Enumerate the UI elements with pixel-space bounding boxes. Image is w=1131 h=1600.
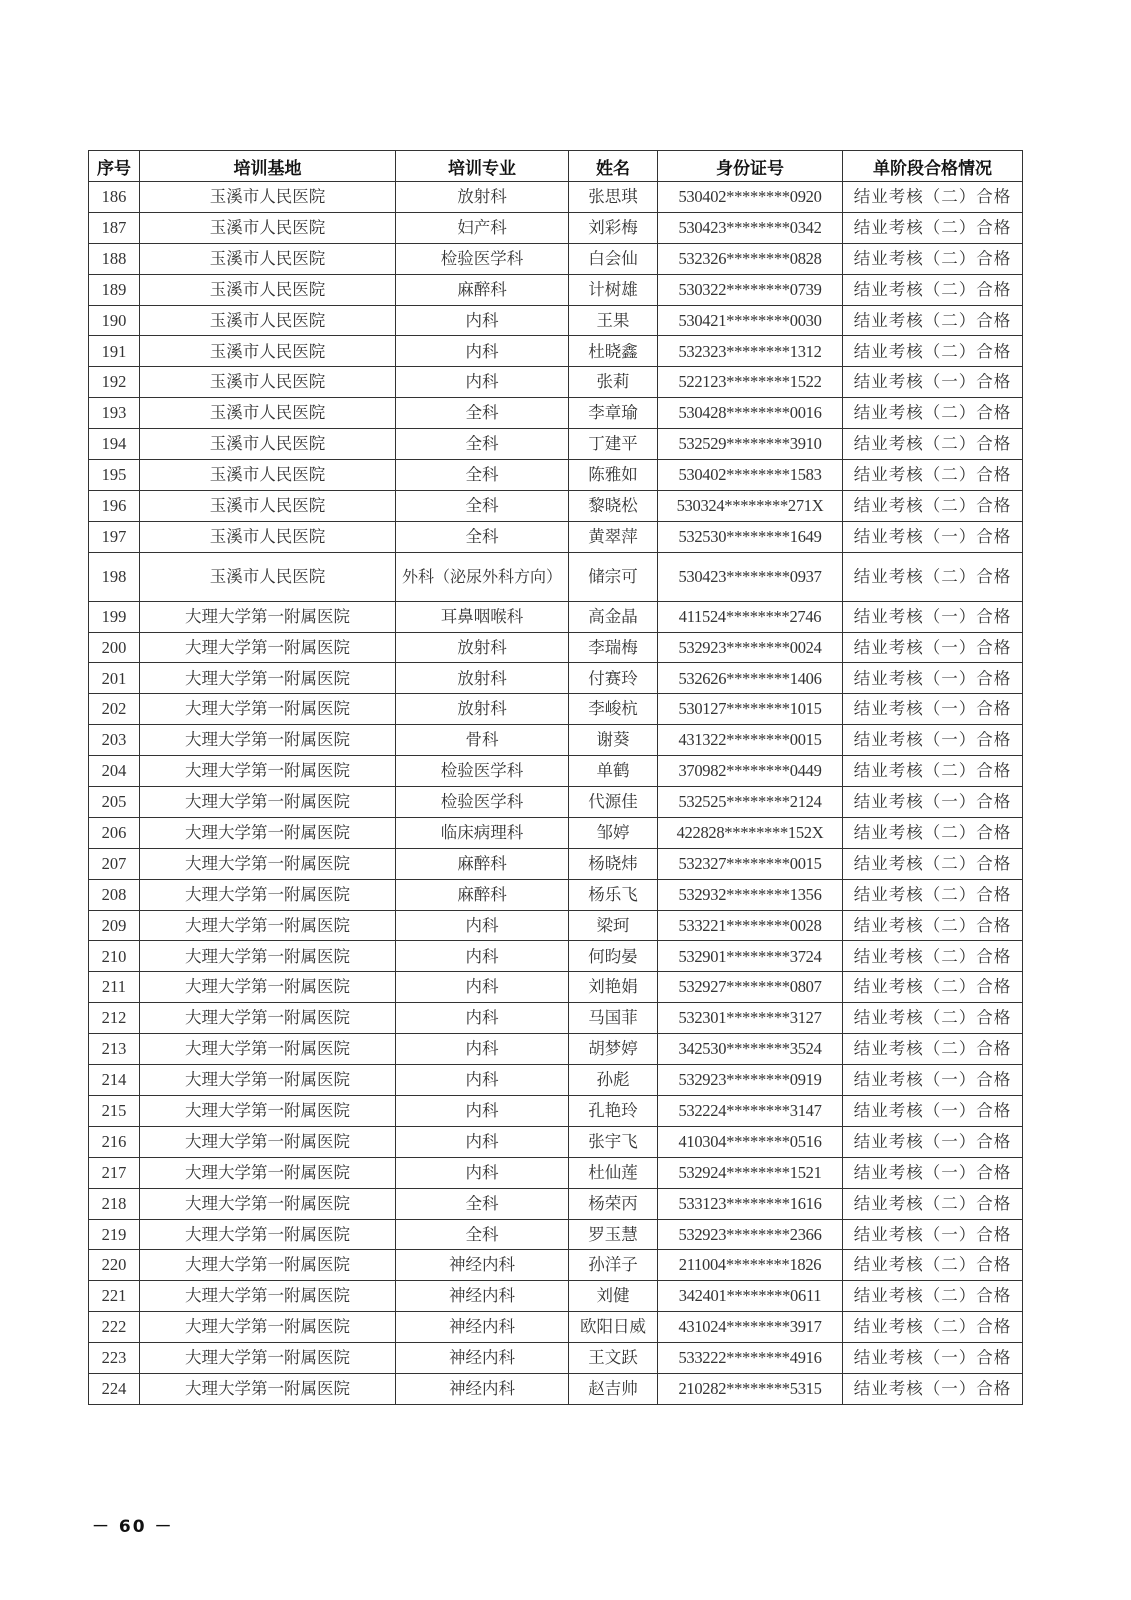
cell-pass-status: 结业考核（二）合格 xyxy=(843,1034,1023,1065)
cell-training-base: 大理大学第一附属医院 xyxy=(140,725,396,756)
cell-index: 198 xyxy=(89,552,140,601)
cell-name: 梁珂 xyxy=(569,910,658,941)
cell-pass-status: 结业考核（二）合格 xyxy=(843,1003,1023,1034)
table-row xyxy=(89,367,1023,398)
cell-specialty: 全科 xyxy=(396,490,569,521)
cell-training-base: 大理大学第一附属医院 xyxy=(140,1250,396,1281)
cell-name: 王果 xyxy=(569,305,658,336)
table-row xyxy=(89,941,1023,972)
table-row xyxy=(89,460,1023,491)
cell-pass-status: 结业考核（一）合格 xyxy=(843,1157,1023,1188)
cell-pass-status: 结业考核（二）合格 xyxy=(843,490,1023,521)
cell-id-number: 530423********0342 xyxy=(658,212,843,243)
cell-training-base: 大理大学第一附属医院 xyxy=(140,632,396,663)
cell-name: 李峻杭 xyxy=(569,694,658,725)
cell-specialty: 内科 xyxy=(396,1065,569,1096)
cell-index: 205 xyxy=(89,787,140,818)
cell-specialty: 麻醉科 xyxy=(396,879,569,910)
cell-name: 李章瑜 xyxy=(569,398,658,429)
header-id-number: 身份证号 xyxy=(658,151,843,182)
cell-id-number: 431322********0015 xyxy=(658,725,843,756)
cell-index: 202 xyxy=(89,694,140,725)
cell-pass-status: 结业考核（二）合格 xyxy=(843,910,1023,941)
cell-id-number: 532326********0828 xyxy=(658,243,843,274)
cell-index: 193 xyxy=(89,398,140,429)
header-pass-status: 单阶段合格情况 xyxy=(843,151,1023,182)
table-row xyxy=(89,756,1023,787)
table-row xyxy=(89,1126,1023,1157)
cell-index: 192 xyxy=(89,367,140,398)
cell-pass-status: 结业考核（二）合格 xyxy=(843,1281,1023,1312)
cell-index: 207 xyxy=(89,848,140,879)
cell-id-number: 532901********3724 xyxy=(658,941,843,972)
cell-index: 213 xyxy=(89,1034,140,1065)
cell-pass-status: 结业考核（一）合格 xyxy=(843,1219,1023,1250)
cell-index: 220 xyxy=(89,1250,140,1281)
cell-training-base: 大理大学第一附属医院 xyxy=(140,1312,396,1343)
cell-training-base: 大理大学第一附属医院 xyxy=(140,1281,396,1312)
cell-specialty: 放射科 xyxy=(396,182,569,213)
table-row xyxy=(89,787,1023,818)
cell-pass-status: 结业考核（一）合格 xyxy=(843,1065,1023,1096)
cell-index: 211 xyxy=(89,972,140,1003)
cell-index: 199 xyxy=(89,601,140,632)
cell-training-base: 玉溪市人民医院 xyxy=(140,336,396,367)
cell-specialty: 检验医学科 xyxy=(396,787,569,818)
cell-training-base: 大理大学第一附属医院 xyxy=(140,1219,396,1250)
cell-specialty: 内科 xyxy=(396,1003,569,1034)
cell-training-base: 大理大学第一附属医院 xyxy=(140,601,396,632)
cell-index: 218 xyxy=(89,1188,140,1219)
cell-specialty: 神经内科 xyxy=(396,1312,569,1343)
cell-training-base: 大理大学第一附属医院 xyxy=(140,879,396,910)
cell-training-base: 玉溪市人民医院 xyxy=(140,305,396,336)
cell-id-number: 530421********0030 xyxy=(658,305,843,336)
cell-id-number: 410304********0516 xyxy=(658,1126,843,1157)
cell-index: 188 xyxy=(89,243,140,274)
table-row xyxy=(89,879,1023,910)
table-row xyxy=(89,336,1023,367)
cell-id-number: 530423********0937 xyxy=(658,552,843,601)
cell-id-number: 342530********3524 xyxy=(658,1034,843,1065)
cell-id-number: 532525********2124 xyxy=(658,787,843,818)
cell-name: 李瑞梅 xyxy=(569,632,658,663)
cell-name: 白会仙 xyxy=(569,243,658,274)
cell-pass-status: 结业考核（一）合格 xyxy=(843,1343,1023,1374)
cell-specialty: 放射科 xyxy=(396,663,569,694)
cell-training-base: 大理大学第一附属医院 xyxy=(140,1003,396,1034)
cell-training-base: 大理大学第一附属医院 xyxy=(140,817,396,848)
roster-table xyxy=(88,150,1023,1405)
cell-name: 邹婷 xyxy=(569,817,658,848)
cell-name: 孙洋子 xyxy=(569,1250,658,1281)
cell-training-base: 玉溪市人民医院 xyxy=(140,212,396,243)
cell-specialty: 妇产科 xyxy=(396,212,569,243)
cell-id-number: 532530********1649 xyxy=(658,521,843,552)
cell-id-number: 532927********0807 xyxy=(658,972,843,1003)
table-row xyxy=(89,1095,1023,1126)
cell-name: 黎晓松 xyxy=(569,490,658,521)
cell-specialty: 检验医学科 xyxy=(396,243,569,274)
cell-training-base: 大理大学第一附属医院 xyxy=(140,787,396,818)
cell-specialty: 内科 xyxy=(396,972,569,1003)
cell-pass-status: 结业考核（一）合格 xyxy=(843,663,1023,694)
cell-specialty: 内科 xyxy=(396,367,569,398)
cell-name: 谢葵 xyxy=(569,725,658,756)
cell-name: 高金晶 xyxy=(569,601,658,632)
cell-id-number: 533221********0028 xyxy=(658,910,843,941)
cell-training-base: 玉溪市人民医院 xyxy=(140,274,396,305)
cell-specialty: 骨科 xyxy=(396,725,569,756)
cell-index: 197 xyxy=(89,521,140,552)
cell-name: 杨荣丙 xyxy=(569,1188,658,1219)
cell-specialty: 内科 xyxy=(396,941,569,972)
cell-index: 217 xyxy=(89,1157,140,1188)
cell-training-base: 大理大学第一附属医院 xyxy=(140,1095,396,1126)
cell-specialty: 神经内科 xyxy=(396,1343,569,1374)
cell-training-base: 大理大学第一附属医院 xyxy=(140,1157,396,1188)
cell-id-number: 532923********0919 xyxy=(658,1065,843,1096)
table-row xyxy=(89,817,1023,848)
cell-training-base: 大理大学第一附属医院 xyxy=(140,1188,396,1219)
cell-pass-status: 结业考核（二）合格 xyxy=(843,274,1023,305)
cell-index: 189 xyxy=(89,274,140,305)
cell-id-number: 522123********1522 xyxy=(658,367,843,398)
table-row xyxy=(89,398,1023,429)
cell-specialty: 放射科 xyxy=(396,632,569,663)
cell-specialty: 内科 xyxy=(396,1034,569,1065)
cell-id-number: 210282********5315 xyxy=(658,1373,843,1404)
table-row xyxy=(89,305,1023,336)
table-row xyxy=(89,1373,1023,1404)
cell-name: 张思琪 xyxy=(569,182,658,213)
cell-id-number: 532923********2366 xyxy=(658,1219,843,1250)
cell-index: 200 xyxy=(89,632,140,663)
table-row xyxy=(89,1281,1023,1312)
cell-training-base: 大理大学第一附属医院 xyxy=(140,1065,396,1096)
cell-name: 黄翠萍 xyxy=(569,521,658,552)
cell-specialty: 全科 xyxy=(396,1219,569,1250)
cell-index: 221 xyxy=(89,1281,140,1312)
cell-index: 215 xyxy=(89,1095,140,1126)
table-row xyxy=(89,1219,1023,1250)
cell-name: 杜晓鑫 xyxy=(569,336,658,367)
cell-index: 187 xyxy=(89,212,140,243)
cell-name: 付赛玲 xyxy=(569,663,658,694)
cell-index: 196 xyxy=(89,490,140,521)
cell-pass-status: 结业考核（二）合格 xyxy=(843,1250,1023,1281)
cell-index: 222 xyxy=(89,1312,140,1343)
cell-training-base: 大理大学第一附属医院 xyxy=(140,972,396,1003)
cell-index: 191 xyxy=(89,336,140,367)
table-row xyxy=(89,274,1023,305)
cell-training-base: 大理大学第一附属医院 xyxy=(140,1343,396,1374)
cell-name: 刘彩梅 xyxy=(569,212,658,243)
cell-specialty: 外科（泌尿外科方向） xyxy=(396,552,569,601)
cell-pass-status: 结业考核（二）合格 xyxy=(843,756,1023,787)
cell-specialty: 放射科 xyxy=(396,694,569,725)
page-number: － 60 － xyxy=(92,1517,174,1537)
cell-specialty: 内科 xyxy=(396,1126,569,1157)
cell-id-number: 530127********1015 xyxy=(658,694,843,725)
cell-index: 216 xyxy=(89,1126,140,1157)
cell-name: 何昀晏 xyxy=(569,941,658,972)
cell-training-base: 大理大学第一附属医院 xyxy=(140,941,396,972)
cell-training-base: 玉溪市人民医院 xyxy=(140,429,396,460)
cell-index: 190 xyxy=(89,305,140,336)
cell-index: 204 xyxy=(89,756,140,787)
cell-name: 张宇飞 xyxy=(569,1126,658,1157)
cell-specialty: 神经内科 xyxy=(396,1281,569,1312)
cell-name: 赵吉帅 xyxy=(569,1373,658,1404)
cell-id-number: 532327********0015 xyxy=(658,848,843,879)
cell-specialty: 内科 xyxy=(396,1095,569,1126)
cell-training-base: 玉溪市人民医院 xyxy=(140,398,396,429)
cell-name: 杨晓炜 xyxy=(569,848,658,879)
cell-pass-status: 结业考核（一）合格 xyxy=(843,694,1023,725)
table-row xyxy=(89,212,1023,243)
cell-id-number: 533123********1616 xyxy=(658,1188,843,1219)
cell-pass-status: 结业考核（二）合格 xyxy=(843,817,1023,848)
cell-id-number: 532529********3910 xyxy=(658,429,843,460)
cell-pass-status: 结业考核（一）合格 xyxy=(843,1095,1023,1126)
cell-id-number: 532224********3147 xyxy=(658,1095,843,1126)
cell-name: 杜仙莲 xyxy=(569,1157,658,1188)
cell-name: 王文跃 xyxy=(569,1343,658,1374)
cell-pass-status: 结业考核（二）合格 xyxy=(843,305,1023,336)
table-row xyxy=(89,490,1023,521)
cell-id-number: 431024********3917 xyxy=(658,1312,843,1343)
cell-id-number: 530322********0739 xyxy=(658,274,843,305)
cell-id-number: 211004********1826 xyxy=(658,1250,843,1281)
cell-specialty: 神经内科 xyxy=(396,1373,569,1404)
cell-index: 223 xyxy=(89,1343,140,1374)
cell-specialty: 麻醉科 xyxy=(396,274,569,305)
cell-name: 单鹤 xyxy=(569,756,658,787)
cell-index: 212 xyxy=(89,1003,140,1034)
cell-specialty: 内科 xyxy=(396,305,569,336)
cell-training-base: 玉溪市人民医院 xyxy=(140,552,396,601)
cell-id-number: 342401********0611 xyxy=(658,1281,843,1312)
cell-index: 201 xyxy=(89,663,140,694)
cell-name: 代源佳 xyxy=(569,787,658,818)
cell-pass-status: 结业考核（二）合格 xyxy=(843,429,1023,460)
cell-id-number: 530324********271X xyxy=(658,490,843,521)
cell-pass-status: 结业考核（一）合格 xyxy=(843,725,1023,756)
cell-index: 210 xyxy=(89,941,140,972)
cell-pass-status: 结业考核（二）合格 xyxy=(843,182,1023,213)
table-row xyxy=(89,182,1023,213)
cell-training-base: 大理大学第一附属医院 xyxy=(140,1126,396,1157)
cell-pass-status: 结业考核（一）合格 xyxy=(843,601,1023,632)
cell-specialty: 麻醉科 xyxy=(396,848,569,879)
cell-pass-status: 结业考核（一）合格 xyxy=(843,521,1023,552)
cell-id-number: 533222********4916 xyxy=(658,1343,843,1374)
cell-specialty: 全科 xyxy=(396,398,569,429)
cell-id-number: 532626********1406 xyxy=(658,663,843,694)
table-row xyxy=(89,910,1023,941)
table-row xyxy=(89,552,1023,601)
cell-specialty: 内科 xyxy=(396,910,569,941)
cell-id-number: 370982********0449 xyxy=(658,756,843,787)
header-training-base: 培训基地 xyxy=(140,151,396,182)
table-row xyxy=(89,601,1023,632)
table-row xyxy=(89,1343,1023,1374)
cell-id-number: 530402********1583 xyxy=(658,460,843,491)
cell-specialty: 全科 xyxy=(396,521,569,552)
cell-pass-status: 结业考核（二）合格 xyxy=(843,398,1023,429)
cell-training-base: 大理大学第一附属医院 xyxy=(140,663,396,694)
cell-name: 杨乐飞 xyxy=(569,879,658,910)
cell-specialty: 神经内科 xyxy=(396,1250,569,1281)
cell-index: 203 xyxy=(89,725,140,756)
table-row xyxy=(89,632,1023,663)
table-row xyxy=(89,1034,1023,1065)
cell-pass-status: 结业考核（一）合格 xyxy=(843,787,1023,818)
cell-pass-status: 结业考核（二）合格 xyxy=(843,212,1023,243)
cell-specialty: 全科 xyxy=(396,1188,569,1219)
table-row xyxy=(89,1157,1023,1188)
cell-pass-status: 结业考核（一）合格 xyxy=(843,1126,1023,1157)
cell-specialty: 全科 xyxy=(396,429,569,460)
cell-index: 219 xyxy=(89,1219,140,1250)
cell-pass-status: 结业考核（一）合格 xyxy=(843,1373,1023,1404)
cell-pass-status: 结业考核（二）合格 xyxy=(843,460,1023,491)
cell-pass-status: 结业考核（二）合格 xyxy=(843,552,1023,601)
cell-training-base: 玉溪市人民医院 xyxy=(140,460,396,491)
cell-specialty: 全科 xyxy=(396,460,569,491)
cell-pass-status: 结业考核（二）合格 xyxy=(843,1312,1023,1343)
header-specialty: 培训专业 xyxy=(396,151,569,182)
cell-name: 计树雄 xyxy=(569,274,658,305)
table-row xyxy=(89,1065,1023,1096)
table-row xyxy=(89,1250,1023,1281)
table-row xyxy=(89,1188,1023,1219)
table-row xyxy=(89,725,1023,756)
cell-index: 194 xyxy=(89,429,140,460)
cell-index: 206 xyxy=(89,817,140,848)
cell-name: 丁建平 xyxy=(569,429,658,460)
table-row xyxy=(89,521,1023,552)
cell-training-base: 大理大学第一附属医院 xyxy=(140,756,396,787)
cell-training-base: 玉溪市人民医院 xyxy=(140,521,396,552)
cell-name: 陈雅如 xyxy=(569,460,658,491)
cell-training-base: 大理大学第一附属医院 xyxy=(140,910,396,941)
cell-pass-status: 结业考核（二）合格 xyxy=(843,879,1023,910)
cell-id-number: 411524********2746 xyxy=(658,601,843,632)
cell-name: 孔艳玲 xyxy=(569,1095,658,1126)
cell-id-number: 530428********0016 xyxy=(658,398,843,429)
header-index: 序号 xyxy=(89,151,140,182)
cell-specialty: 内科 xyxy=(396,1157,569,1188)
cell-index: 186 xyxy=(89,182,140,213)
cell-pass-status: 结业考核（二）合格 xyxy=(843,941,1023,972)
cell-name: 胡梦婷 xyxy=(569,1034,658,1065)
cell-training-base: 玉溪市人民医院 xyxy=(140,490,396,521)
cell-id-number: 532932********1356 xyxy=(658,879,843,910)
cell-pass-status: 结业考核（二）合格 xyxy=(843,848,1023,879)
cell-id-number: 532301********3127 xyxy=(658,1003,843,1034)
cell-specialty: 临床病理科 xyxy=(396,817,569,848)
table-row xyxy=(89,1003,1023,1034)
cell-name: 刘健 xyxy=(569,1281,658,1312)
cell-pass-status: 结业考核（二）合格 xyxy=(843,336,1023,367)
table-row xyxy=(89,663,1023,694)
cell-training-base: 玉溪市人民医院 xyxy=(140,182,396,213)
cell-index: 195 xyxy=(89,460,140,491)
cell-pass-status: 结业考核（二）合格 xyxy=(843,1188,1023,1219)
cell-pass-status: 结业考核（二）合格 xyxy=(843,243,1023,274)
cell-id-number: 532923********0024 xyxy=(658,632,843,663)
cell-name: 刘艳娟 xyxy=(569,972,658,1003)
cell-training-base: 玉溪市人民医院 xyxy=(140,367,396,398)
cell-name: 储宗可 xyxy=(569,552,658,601)
cell-pass-status: 结业考核（一）合格 xyxy=(843,367,1023,398)
cell-index: 224 xyxy=(89,1373,140,1404)
cell-id-number: 532323********1312 xyxy=(658,336,843,367)
cell-name: 马国菲 xyxy=(569,1003,658,1034)
cell-name: 欧阳日威 xyxy=(569,1312,658,1343)
cell-id-number: 530402********0920 xyxy=(658,182,843,213)
table-row xyxy=(89,429,1023,460)
cell-id-number: 422828********152X xyxy=(658,817,843,848)
cell-name: 张莉 xyxy=(569,367,658,398)
table-row xyxy=(89,694,1023,725)
cell-index: 214 xyxy=(89,1065,140,1096)
cell-name: 孙彪 xyxy=(569,1065,658,1096)
cell-name: 罗玉慧 xyxy=(569,1219,658,1250)
cell-training-base: 大理大学第一附属医院 xyxy=(140,1034,396,1065)
table-row xyxy=(89,972,1023,1003)
cell-pass-status: 结业考核（一）合格 xyxy=(843,632,1023,663)
table-header-row xyxy=(89,151,1023,182)
cell-training-base: 大理大学第一附属医院 xyxy=(140,694,396,725)
cell-pass-status: 结业考核（二）合格 xyxy=(843,972,1023,1003)
cell-index: 208 xyxy=(89,879,140,910)
cell-index: 209 xyxy=(89,910,140,941)
table-row xyxy=(89,848,1023,879)
table-row xyxy=(89,243,1023,274)
header-name: 姓名 xyxy=(569,151,658,182)
cell-id-number: 532924********1521 xyxy=(658,1157,843,1188)
cell-training-base: 玉溪市人民医院 xyxy=(140,243,396,274)
cell-specialty: 耳鼻咽喉科 xyxy=(396,601,569,632)
cell-specialty: 检验医学科 xyxy=(396,756,569,787)
table-row xyxy=(89,1312,1023,1343)
cell-specialty: 内科 xyxy=(396,336,569,367)
cell-training-base: 大理大学第一附属医院 xyxy=(140,1373,396,1404)
cell-training-base: 大理大学第一附属医院 xyxy=(140,848,396,879)
